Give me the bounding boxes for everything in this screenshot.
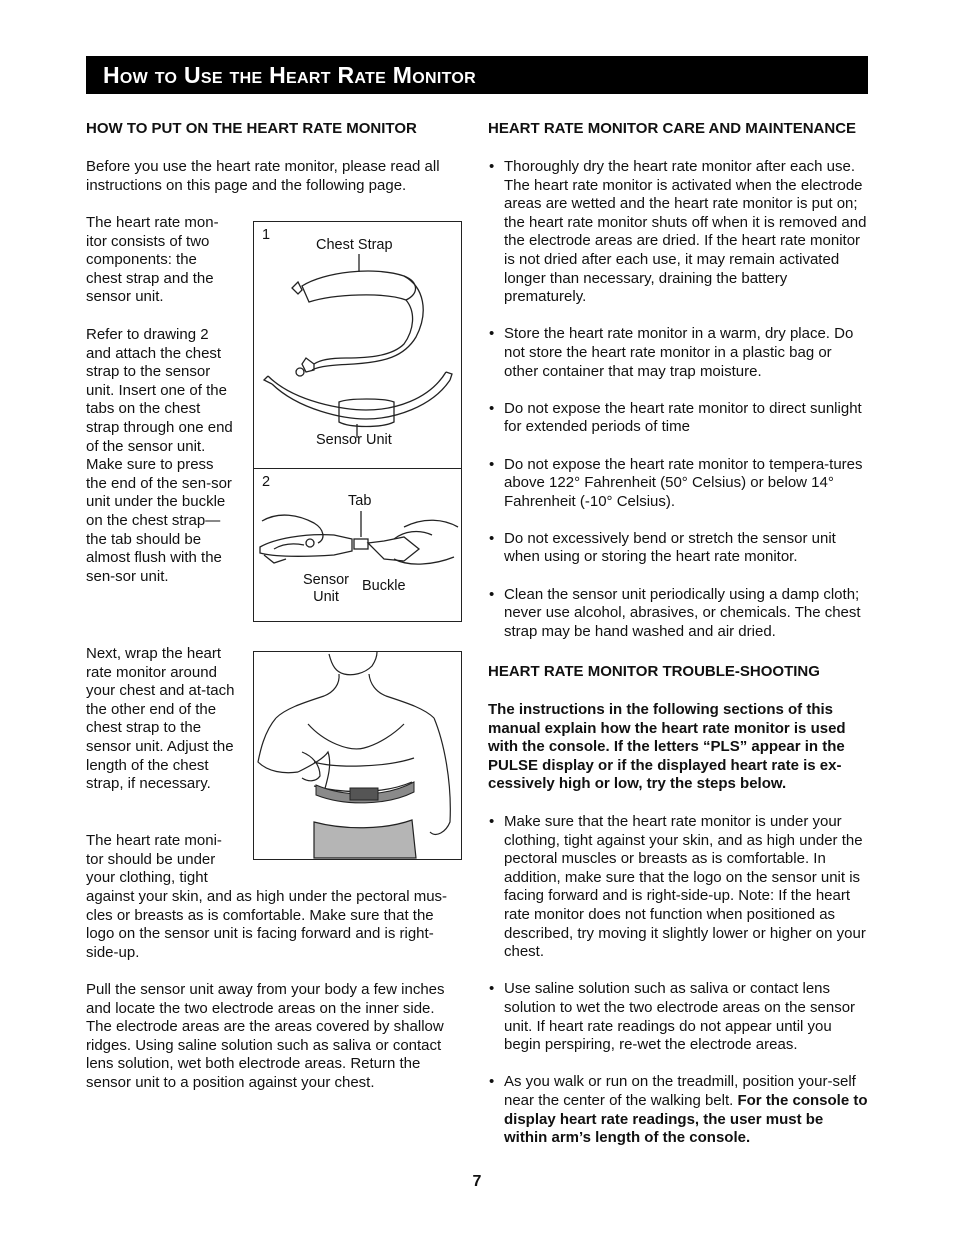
trouble-item-text: As you walk or run on the treadmill, position your-self near the center of the walking belt. [504,1073,856,1109]
care-item [488,400,868,437]
attach-paragraph: Refer to drawing 2 and attach the chest strap to the sensor unit. Insert one of the tabs on the chest strap through one end of the sensor unit. Make sure to press the end of the sen-sor unit under the buckle on the chest strap—the tab should be almost flush with the sen-sor unit. [86,326,233,585]
care-item [488,325,868,381]
torso-drawing [254,652,461,859]
care-item [488,530,868,567]
care-item-text: Do not expose the heart rate monitor to direct sunlight for extended periods of time [504,399,862,436]
care-item [488,456,868,512]
buckle-label: Buckle [362,578,406,594]
bullet: • [489,325,495,343]
electrode-paragraph: Pull the sensor unit away from your body a few inches and locate the two electrode areas on the inner side. The electrode areas are the areas covered by shallow ridges. Using saline solution such as saliva or contact lens solution, wet both electrode areas. Return the sensor unit to a position against your chest. [86,981,445,1091]
care-item-text: Clean the sensor unit periodically using a damp cloth; never use alcohol, abrasives, or chemicals. The chest strap may be hand washed and air dried. [504,585,861,640]
care-list [488,158,868,660]
chest-strap-drawing [254,252,461,452]
care-heading: HEART RATE MONITOR CARE AND MAINTENANCE [488,120,857,137]
position-paragraph-start: The heart rate moni-tor should be under your clothing, tight [86,832,222,887]
bullet: • [489,455,495,473]
trouble-list [488,813,868,1166]
figure-chest-strap [253,221,462,469]
bullet: • [489,399,495,417]
trouble-item-text: Make sure that the heart rate monitor is under your clothing, tight against your skin, and as high under the pectoral muscles or breasts as is comfortable. In addition, make sure that the logo on the sensor unit is facing forward and is right-side-up. Note: If the heart rate monitor does not function when positioned as described, try moving it slightly lower or higher on your chest. [504,813,866,961]
sensor-unit-label-fig1: Sensor Unit [316,432,392,448]
trouble-item-bold-text: For the console to display heart rate readings, the user must be within arm’s length of the console. [504,1091,868,1147]
care-item [488,158,868,307]
trouble-item [488,813,868,962]
chest-strap-label: Chest Strap [316,237,393,253]
care-item-text: Store the heart rate monitor in a warm, dry place. Do not store the heart rate monitor in a plastic bag or other container that may trap moisture. [504,325,854,380]
bullet: • [489,158,495,175]
figure-wearing-monitor [253,651,462,860]
figure-1-number: 1 [262,227,271,243]
bullet: • [489,980,495,998]
position-paragraph-end: against your skin, and as high under the pectoral mus-cles or breasts as is comfortable. Make sure that the logo on the sensor unit is facing forward and is right-side-up. [86,888,448,961]
sensor-unit-label-fig2 [300,572,352,606]
wrap-paragraph: Next, wrap the heart rate monitor around your chest and at-tach the other end of the chest strap to the sensor unit. Adjust the length of the chest strap, if necessary. [86,645,235,793]
buckle-drawing [254,509,461,589]
figure-attach-strap [253,468,462,622]
put-on-heading: HOW TO PUT ON THE HEART RATE MONITOR [86,120,417,137]
trouble-item [488,980,868,1054]
care-item-text: Thoroughly dry the heart rate monitor after each use. The heart rate monitor is activated when the electrode areas are wetted and the heart rate monitor is put on; the heart rate monitor shuts off when it is removed and the electrode areas are dried. If the heart rate monitor is not dried after each use, it may remain activated longer than necessary, draining the battery prematurely. [504,158,867,306]
page-number: 7 [472,1173,482,1190]
page-title: How to Use the Heart Rate Monitor [103,62,476,88]
title-banner [86,56,868,94]
care-item-text: Do not excessively bend or stretch the sensor unit when using or storing the heart rate monitor. [504,529,836,566]
left-column [86,120,466,138]
bullet: • [489,585,495,603]
trouble-item-text: Use saline solution such as saliva or contact lens solution to wet the two electrode areas on the sensor unit. If heart rate readings do not appear until you begin perspiring, re-wet the electrode areas. [504,980,856,1054]
care-item [488,586,868,642]
trouble-heading: HEART RATE MONITOR TROUBLE-SHOOTING [488,663,820,680]
figure-2-number: 2 [262,474,271,490]
intro-paragraph: Before you use the heart rate monitor, please read all instructions on this page and the following page. [86,158,440,194]
components-paragraph: The heart rate mon-itor consists of two components: the chest strap and the sensor unit. [86,214,219,306]
tab-label: Tab [348,493,372,509]
sensor-label-line2: Unit [313,589,339,605]
trouble-item [488,1073,868,1147]
bullet: • [489,529,495,547]
bullet: • [489,813,495,830]
sensor-label-line1: Sensor [303,572,349,588]
bullet: • [489,1073,495,1091]
trouble-intro: The instructions in the following sections of this manual explain how the heart rate monitor is used with the console. If the letters “PLS” appear in the PULSE display or if the displayed heart rate is ex-cessively high or low, try the steps below. [488,701,846,793]
care-item-text: Do not expose the heart rate monitor to tempera-tures above 122° Fahrenheit (50° Celsius) or below 14° Fahrenheit (-10° Celsius). [504,455,863,510]
